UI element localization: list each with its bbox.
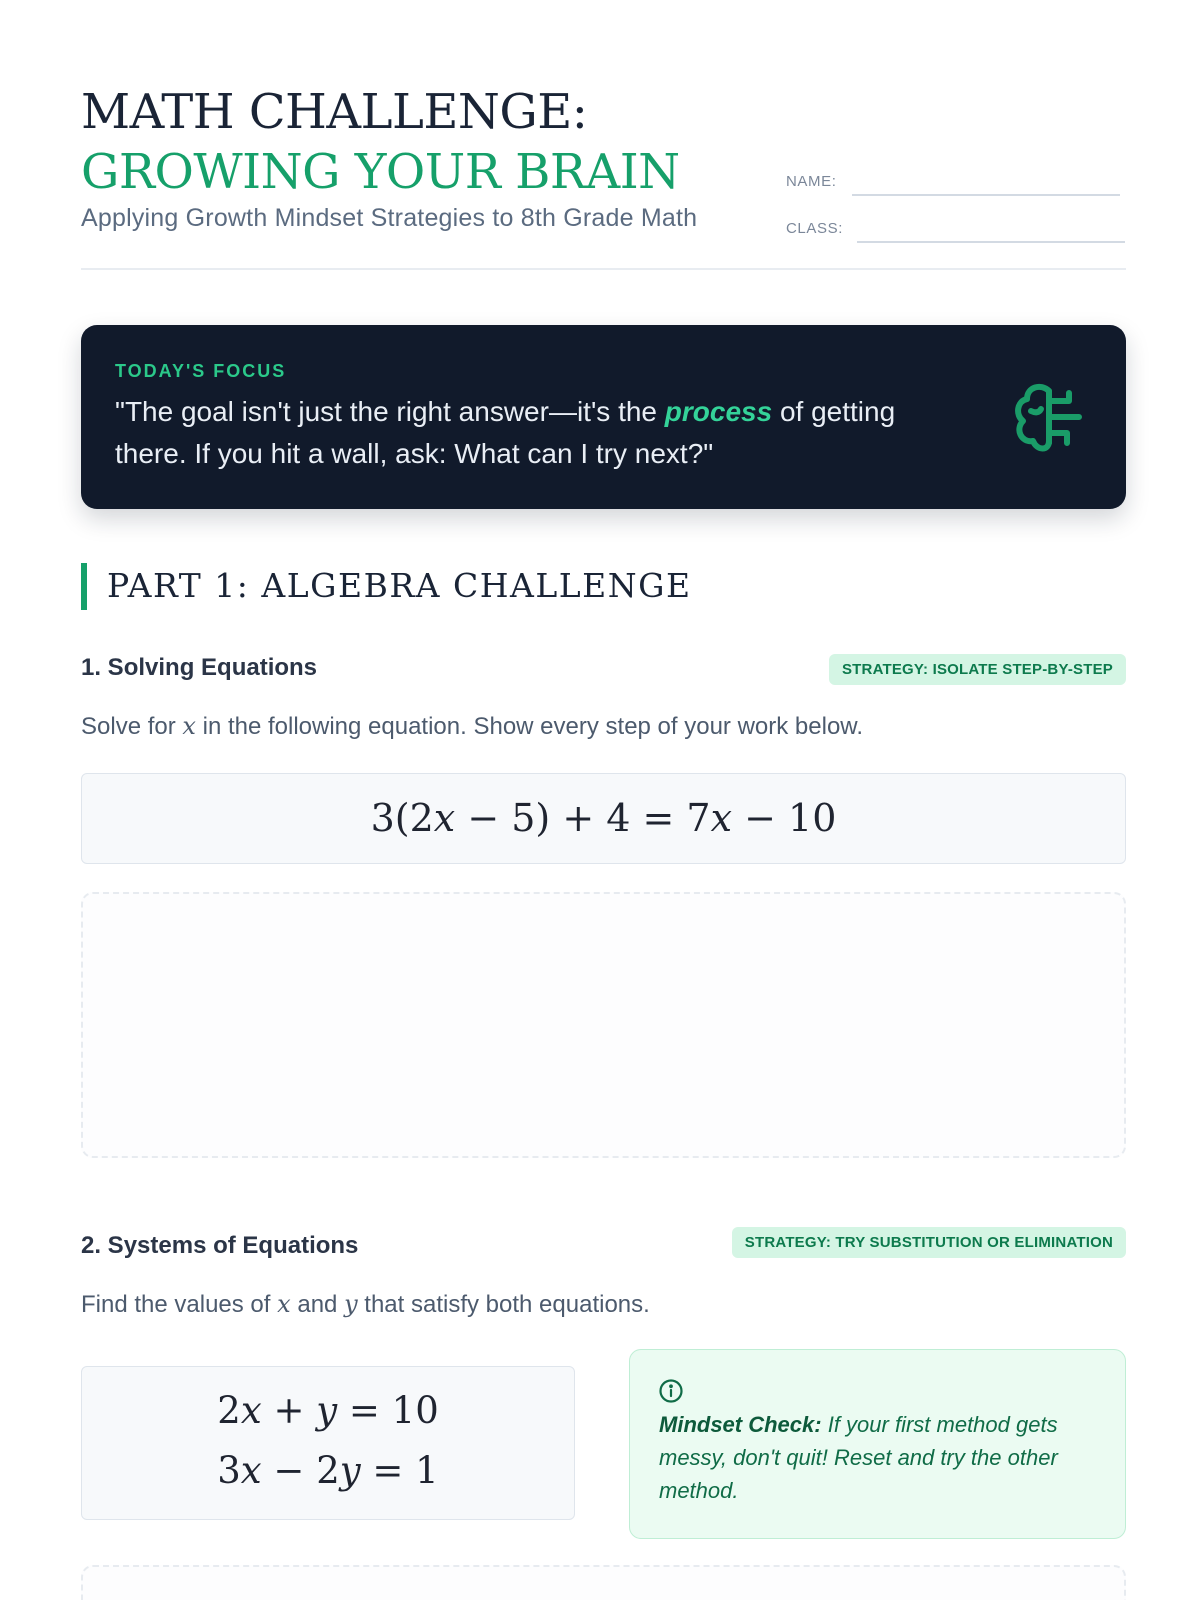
q2-equation-line-2 [82, 1441, 574, 1501]
title-accent: GROWING YOUR BRAIN [81, 144, 680, 200]
part-title: PART 1: ALGEBRA CHALLENGE [107, 566, 692, 605]
eq-var: y [316, 1389, 338, 1432]
eq-part: − 2 [261, 1449, 340, 1492]
info-icon [658, 1378, 684, 1404]
q2-text-after: that satisfy both equations. [357, 1291, 650, 1318]
q2-text-before: Find the values of [81, 1291, 278, 1318]
q1-text-after: in the following equation. Show every step of your work below. [195, 713, 863, 740]
q2-text-mid: and [290, 1291, 345, 1318]
class-label: CLASS: [786, 220, 843, 237]
header-divider [81, 268, 1126, 270]
eq-var: y [339, 1449, 361, 1492]
mindset-check-card [629, 1349, 1126, 1539]
focus-label: TODAY'S FOCUS [115, 361, 287, 381]
part-heading-bar [81, 563, 87, 610]
eq-part: 3(2 [370, 796, 434, 840]
page-subtitle: Applying Growth Mindset Strategies to 8th Grade Math [81, 204, 698, 232]
brain-icon [1009, 377, 1089, 457]
title-main: MATH CHALLENGE: [81, 84, 588, 140]
eq-var: x [710, 796, 733, 840]
q2-variable-x: x [277, 1290, 291, 1318]
eq-var: x [240, 1389, 262, 1432]
q1-variable: x [182, 712, 196, 740]
quote-emphasis: process [664, 396, 773, 427]
name-line[interactable] [852, 194, 1120, 196]
name-field[interactable] [786, 160, 1126, 196]
class-line[interactable] [857, 241, 1125, 243]
mindset-text [659, 1408, 1099, 1507]
eq-part: − 5) + 4 = 7 [455, 796, 711, 840]
eq-part: + [261, 1389, 317, 1432]
mindset-label: Mindset Check: [659, 1412, 822, 1437]
quote-end: of getting there. If you hit a wall, ask: What can I try next?" [115, 396, 896, 469]
eq-var: x [240, 1449, 262, 1492]
q2-title: 2. Systems of Equations [81, 1232, 359, 1259]
q2-work-area[interactable] [81, 1565, 1126, 1600]
class-field[interactable] [786, 207, 1126, 243]
q2-instructions [81, 1290, 650, 1319]
q1-text-before: Solve for [81, 713, 183, 740]
eq-part: = 10 [337, 1389, 439, 1432]
eq-part: = 1 [360, 1449, 439, 1492]
q1-strategy-badge: STRATEGY: ISOLATE STEP-BY-STEP [829, 654, 1126, 685]
q1-title: 1. Solving Equations [81, 654, 318, 681]
page-title [81, 82, 781, 202]
focus-quote [115, 391, 915, 475]
eq-var: x [433, 796, 456, 840]
q2-equation-box [81, 1366, 575, 1520]
focus-card [81, 325, 1126, 509]
mindset-body: If your first method gets messy, don't quit! Reset and try the other method. [659, 1412, 1058, 1503]
name-label: NAME: [786, 173, 837, 190]
q2-variable-y: y [344, 1290, 358, 1318]
q1-instructions [81, 712, 863, 741]
q2-strategy-badge: STRATEGY: TRY SUBSTITUTION OR ELIMINATION [732, 1227, 1126, 1258]
q2-equation-line-1 [82, 1381, 574, 1441]
q1-work-area[interactable] [81, 892, 1126, 1158]
eq-part: 3 [217, 1449, 241, 1492]
quote-start: "The goal isn't just the right answer—it's the [115, 396, 665, 427]
q1-equation-box [81, 773, 1126, 864]
eq-part: − 10 [732, 796, 837, 840]
eq-part: 2 [217, 1389, 241, 1432]
